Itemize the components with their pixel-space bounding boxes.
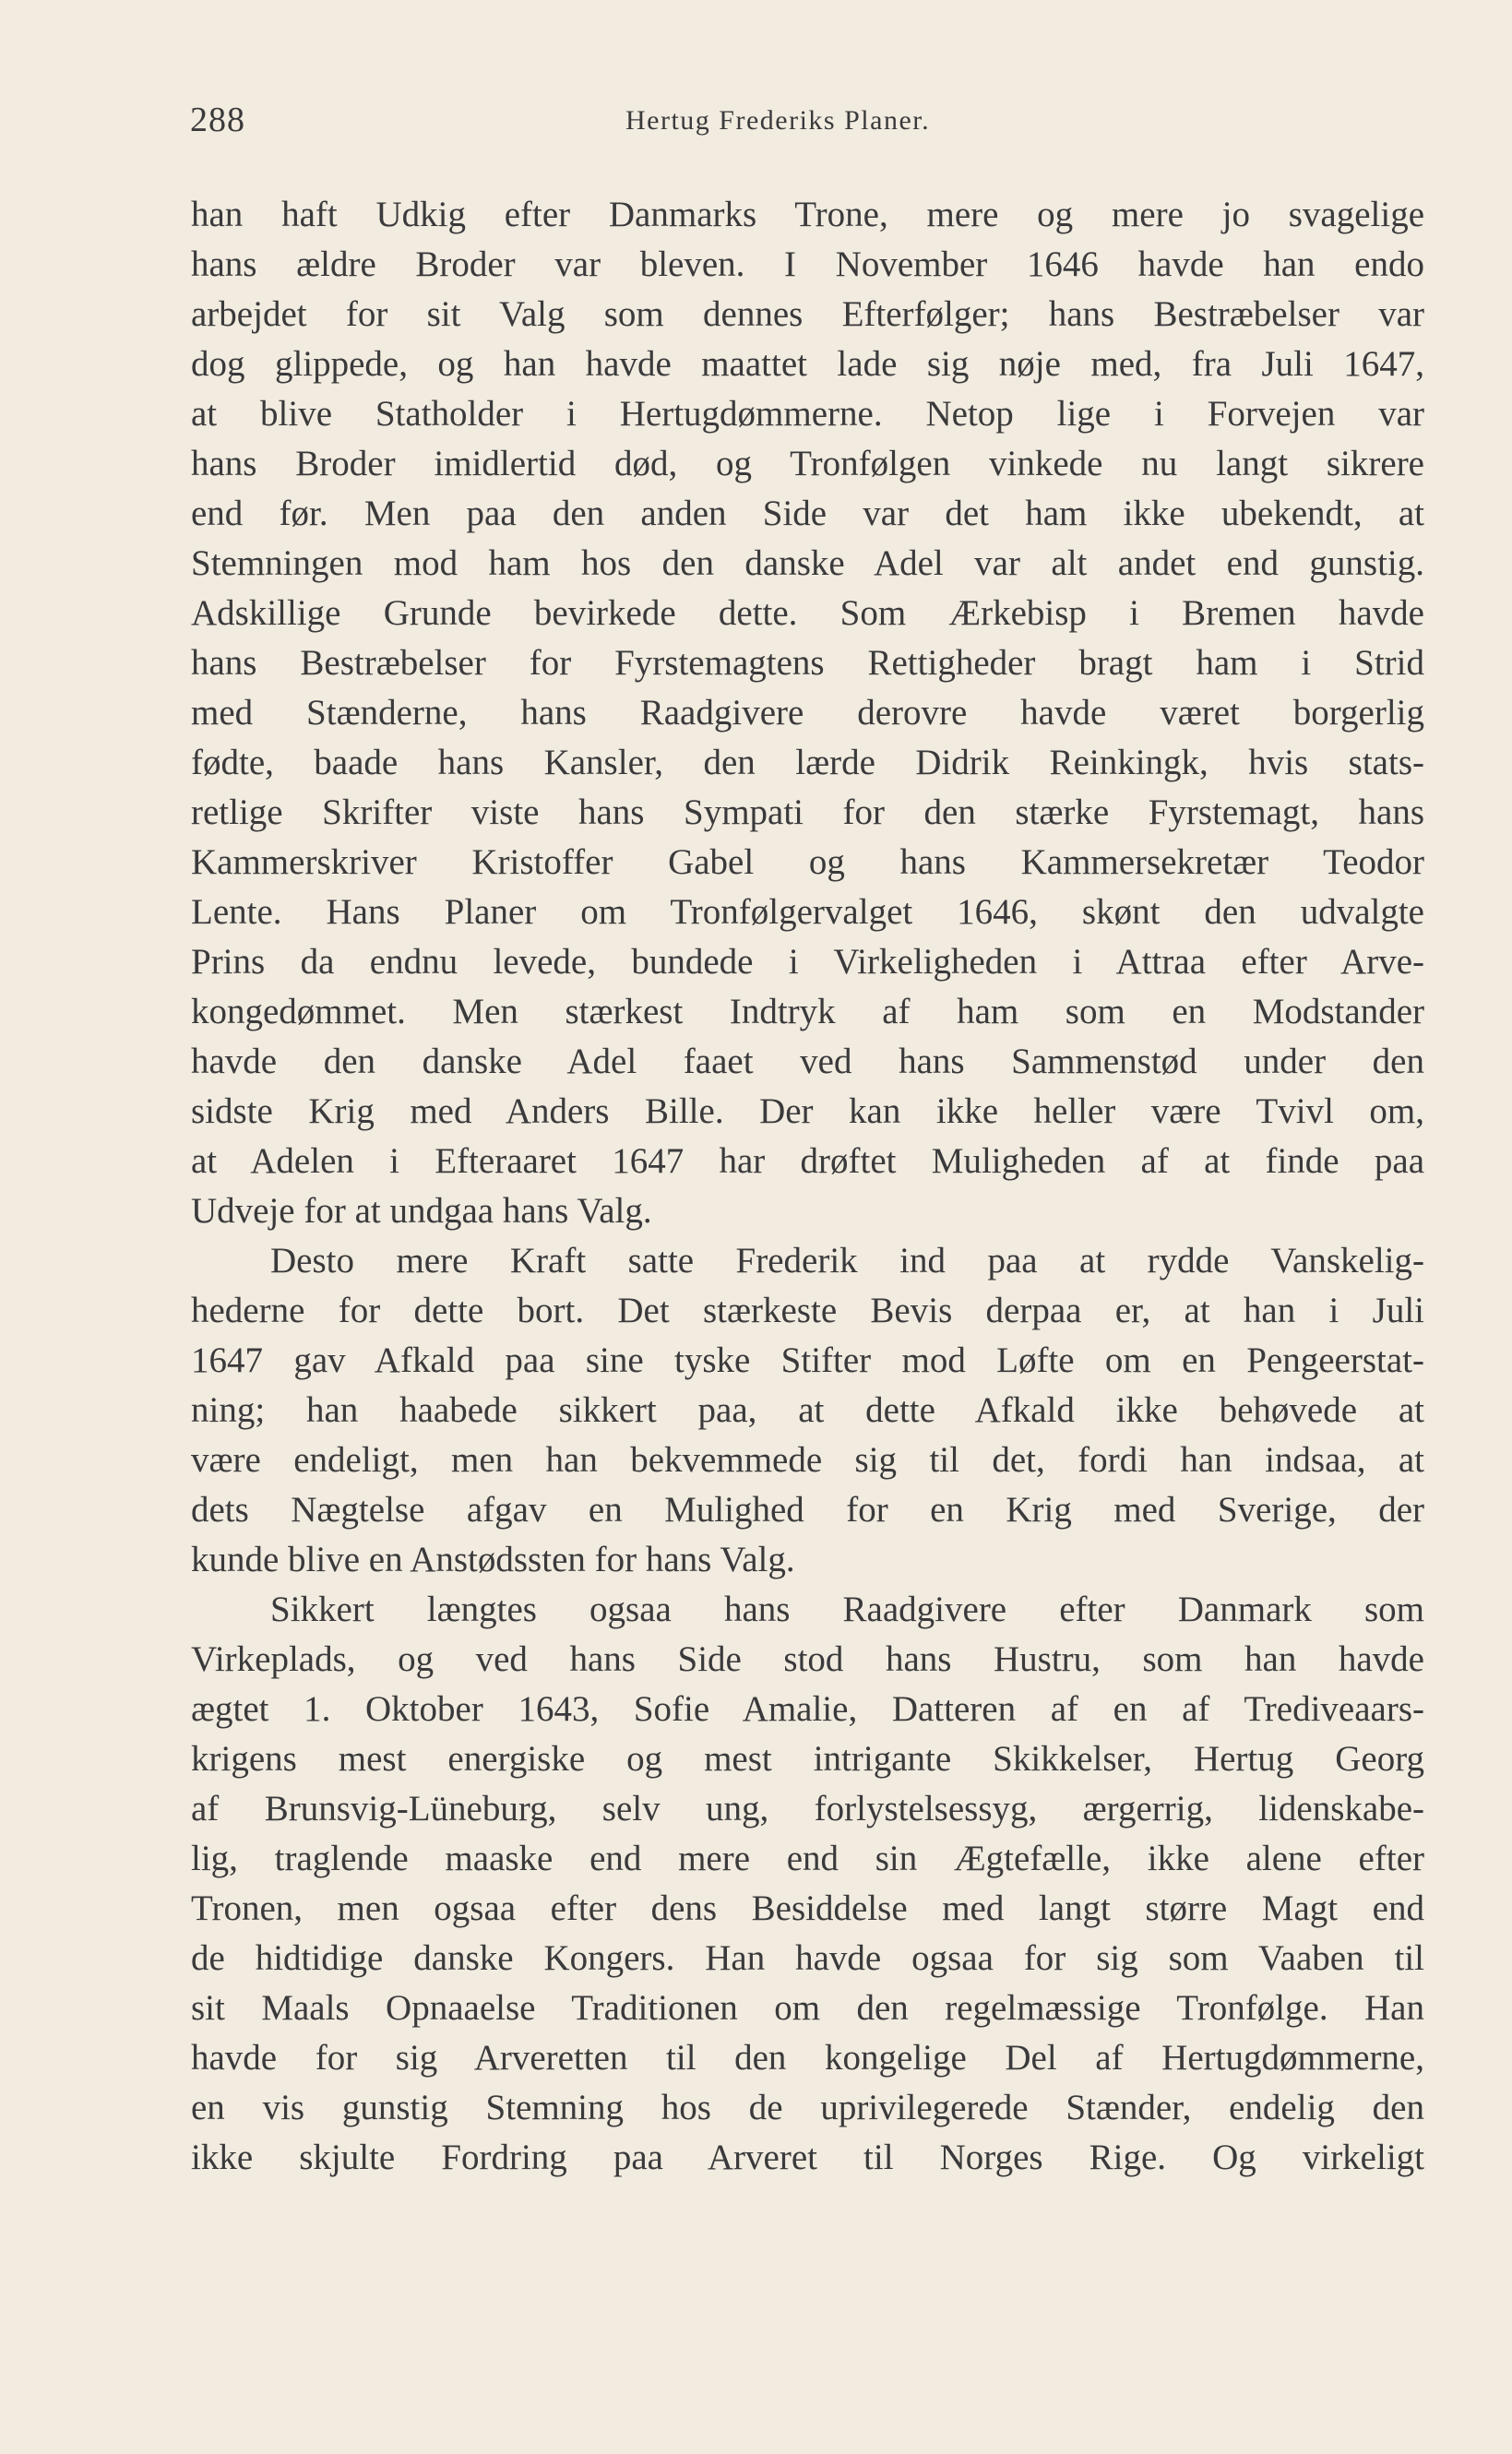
text-line: sidste Krig med Anders Bille. Der kan ikke heller være Tvivl om, (191, 1091, 1424, 1131)
text-line: med Stænderne, hans Raadgivere derovre havde været borgerlig (191, 693, 1424, 733)
text-line: sit Maals Opnaaelse Traditionen om den regelmæssige Tronfølge. Han (191, 1988, 1424, 2028)
text-line: havde for sig Arveretten til den kongelige Del af Hertugdømmerne, (191, 2038, 1424, 2078)
text-line: Sikkert længtes ogsaa hans Raadgivere efter Danmark som (270, 1590, 1424, 1629)
text-line: Prins da endnu levede, bundede i Virkeligheden i Attraa efter Arve- (191, 942, 1424, 982)
text-line: Stemningen mod ham hos den danske Adel var alt andet end gunstig. (191, 543, 1424, 583)
text-line: krigens mest energiske og mest intrigante Skikkelser, Hertug Georg (191, 1739, 1424, 1779)
text-line: havde den danske Adel faaet ved hans Sammenstød under den (191, 1042, 1424, 1081)
text-line: hans Bestræbelser for Fyrstemagtens Rettigheder bragt ham i Strid (191, 643, 1424, 683)
running-title: Hertug Frederiks Planer. (625, 105, 931, 136)
page-header (190, 100, 1426, 155)
text-line: en vis gunstig Stemning hos de uprivilegerede Stænder, endelig den (191, 2088, 1424, 2127)
text-line: dets Nægtelse afgav en Mulighed for en Krig med Sverige, der (191, 1490, 1424, 1530)
text-line: at Adelen i Efteraaret 1647 har drøftet Muligheden af at finde paa (191, 1141, 1424, 1181)
text-line: Tronen, men ogsaa efter dens Besiddelse med langt større Magt end (191, 1888, 1424, 1928)
text-line: kunde blive en Anstødssten for hans Valg. (191, 1540, 795, 1579)
text-line: være endeligt, men han bekvemmede sig til det, fordi han indsaa, at (191, 1440, 1424, 1480)
text-line: ægtet 1. Oktober 1643, Sofie Amalie, Datteren af en af Trediveaars- (191, 1689, 1424, 1729)
text-line: at blive Statholder i Hertugdømmerne. Netop lige i Forvejen var (191, 394, 1424, 434)
text-line: hederne for dette bort. Det stærkeste Bevis derpaa er, at han i Juli (191, 1291, 1424, 1330)
text-line: retlige Skrifter viste hans Sympati for den stærke Fyrstemagt, hans (191, 792, 1424, 832)
text-line: 1647 gav Afkald paa sine tyske Stifter mod Løfte om en Pengeerstat- (191, 1340, 1424, 1380)
text-line: end før. Men paa den anden Side var det ham ikke ubekendt, at (191, 494, 1424, 533)
text-line: dog glippede, og han havde maattet lade sig nøje med, fra Juli 1647, (191, 344, 1424, 384)
text-line: Kammerskriver Kristoffer Gabel og hans Kammersekretær Teodor (191, 842, 1424, 882)
text-line: arbejdet for sit Valg som dennes Efterfølger; hans Bestræbelser var (191, 294, 1424, 334)
text-line: han haft Udkig efter Danmarks Trone, mere og mere jo svagelige (191, 195, 1424, 234)
text-line: Adskillige Grunde bevirkede dette. Som Ærkebisp i Bremen havde (191, 593, 1424, 633)
page-number: 288 (190, 101, 245, 139)
text-line: de hidtidige danske Kongers. Han havde ogsaa for sig som Vaaben til (191, 1938, 1424, 1978)
text-line: fødte, baade hans Kansler, den lærde Didrik Reinkingk, hvis stats- (191, 743, 1424, 782)
text-line: ikke skjulte Fordring paa Arveret til Norges Rige. Og virkeligt (191, 2138, 1424, 2177)
text-line: lig, traglende maaske end mere end sin Ægtefælle, ikke alene efter (191, 1839, 1424, 1878)
text-line: Lente. Hans Planer om Tronfølgervalget 1646, skønt den udvalgte (191, 892, 1424, 932)
text-line: Desto mere Kraft satte Frederik ind paa at rydde Vanskelig- (270, 1241, 1424, 1281)
text-line: af Brunsvig-Lüneburg, selv ung, forlystelsessyg, ærgerrig, lidenskabe- (191, 1789, 1424, 1829)
text-line: ning; han haabede sikkert paa, at dette Afkald ikke behøvede at (191, 1390, 1424, 1430)
text-line: hans Broder imidlertid død, og Tronfølgen vinkede nu langt sikrere (191, 444, 1424, 483)
text-line: Virkeplads, og ved hans Side stod hans Hustru, som han havde (191, 1639, 1424, 1679)
body-text (191, 190, 1424, 2183)
text-line: hans ældre Broder var bleven. I November 1646 havde han endo (191, 244, 1424, 284)
text-line: kongedømmet. Men stærkest Indtryk af ham som en Modstander (191, 992, 1424, 1031)
text-line: Udveje for at undgaa hans Valg. (191, 1191, 652, 1231)
